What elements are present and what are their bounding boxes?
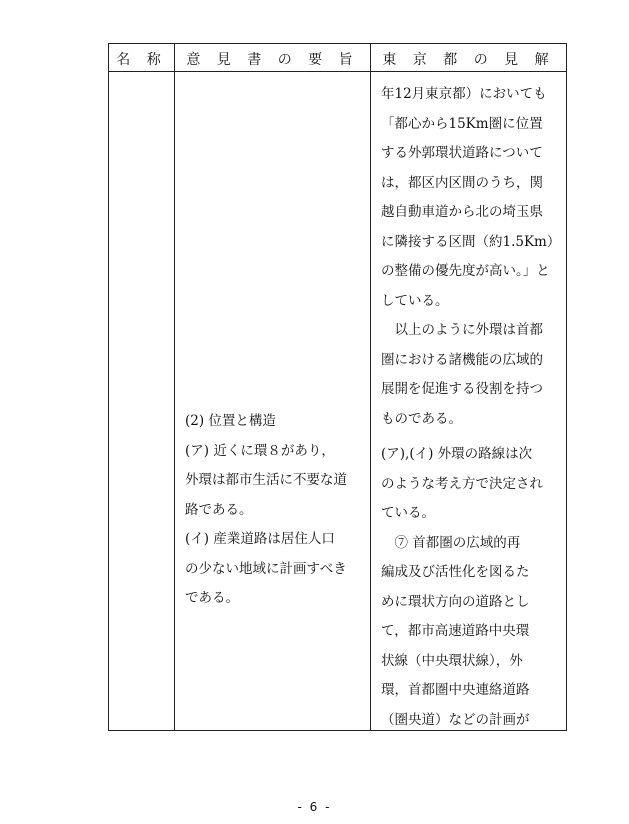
column-divider-1 (174, 44, 175, 730)
text-line: 越自動車道から北の埼玉県 (381, 204, 543, 220)
text-line: ている。 (381, 505, 435, 521)
text-line: の少ない地域に計画すべき (185, 560, 347, 577)
section-heading: (2) 位置と構造 (185, 413, 276, 429)
text-line: 外環は都市生活に不要な道 (185, 472, 347, 488)
text-line: 「都心から15Km圏に位置 (381, 115, 543, 132)
text-line: である。 (185, 590, 239, 606)
header-name: 名 称 (116, 52, 167, 68)
header-opinion-summary: 意 見 書 の 要 旨 (186, 52, 359, 68)
opinion-table (108, 43, 567, 731)
text-line: 環，首都圏中央連絡道路 (381, 682, 530, 698)
text-line: めに環状方向の道路とし (381, 593, 530, 610)
text-line: に隣接する区間（約1.5Km） (381, 233, 561, 250)
text-line: (イ) 産業道路は居住人口 (185, 531, 335, 547)
text-line: ものである。 (381, 410, 462, 427)
text-line: 状線（中央環状線），外 (381, 652, 523, 669)
text-line: 編成及び活性化を図るた (381, 564, 530, 580)
text-line: する外郭環状道路について (381, 145, 543, 161)
column-divider-2 (370, 44, 371, 730)
text-line: している。 (381, 292, 449, 309)
tokyo-view-text-top (381, 80, 560, 434)
text-line: 圏における諸機能の広域的 (381, 351, 543, 368)
opinion-summary-text (185, 407, 347, 614)
text-line: 以上のように外環は首都 (381, 322, 543, 338)
text-line: は，都区内区間のうち，関 (381, 174, 543, 191)
text-line: 路である。 (185, 501, 253, 518)
text-line: のような考え方で決定され (381, 475, 543, 492)
tokyo-view-text-bottom (381, 440, 543, 735)
text-line: (ア),(イ) 外環の路線は次 (381, 446, 533, 462)
header-tokyo-view: 東 京 都 の 見 解 (382, 52, 555, 68)
text-line: の整備の優先度が高い。」と (381, 263, 550, 279)
text-line: (ア) 近くに環８があり， (185, 442, 335, 459)
text-line: ⑦ 首都圏の広域的再 (381, 534, 521, 551)
text-line: （圏央道）などの計画が (381, 711, 530, 728)
text-line: 展開を促進する役割を持つ (381, 381, 543, 397)
page-number: - 6 - (297, 800, 332, 814)
text-line: て，都市高速道路中央環 (381, 623, 530, 639)
text-line: 年12月東京都）においても (381, 86, 547, 102)
